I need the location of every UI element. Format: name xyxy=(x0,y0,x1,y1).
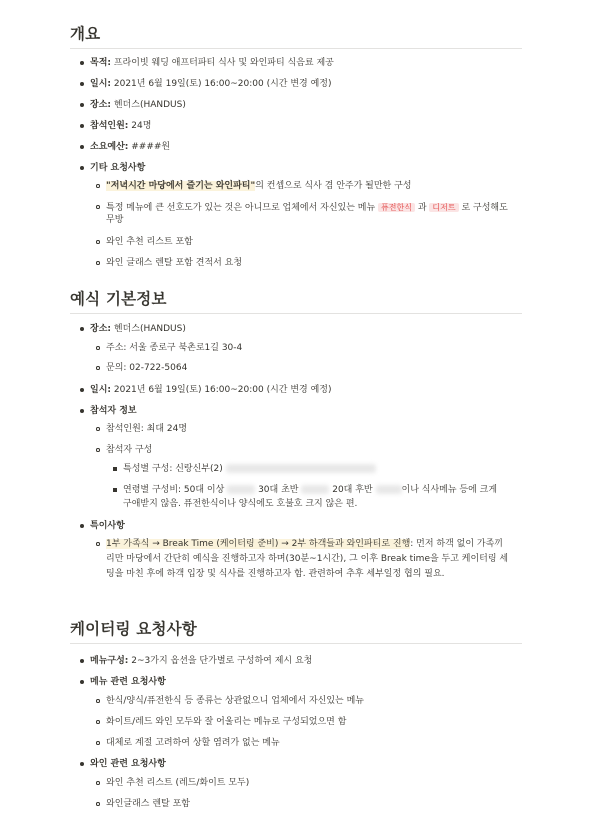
list-item-attendee-info: 참석자 정보 xyxy=(90,406,137,416)
list-item-schedule-cont: 팅을 마친 후에 하객 입장 및 식사를 진행하고자 함. 관련하여 추후 세부일정 협의 필요. xyxy=(106,569,445,579)
bullet-circle xyxy=(96,720,100,724)
section-title-ceremony-info: 예식 기본정보 xyxy=(70,290,167,308)
list-item-phone: 문의: 02-722-5064 xyxy=(106,363,188,373)
list-item-glass-rental: 와인 글래스 렌탈 포함 견적서 요청 xyxy=(106,258,243,268)
tag-dessert: 디저트 xyxy=(429,203,458,212)
list-item-venue: 장소: 헨더스(HANDUS) xyxy=(90,100,186,110)
section-divider xyxy=(70,643,522,644)
list-item-other-requests: 기타 요청사항 xyxy=(90,163,146,173)
bullet-dot xyxy=(80,103,84,107)
redacted-text xyxy=(376,485,402,494)
section-title-overview: 개요 xyxy=(70,25,101,43)
list-item-menu-pref: 특정 메뉴에 큰 선호도가 있는 것은 아니므로 업체에서 자신있는 메뉴 퓨전한식 과 디저트 로 구성해도 xyxy=(106,203,508,213)
list-item-date: 일시: 2021년 6월 19일(토) 16:00~20:00 (시간 변경 예정) xyxy=(90,385,332,395)
list-item-max-attendees: 참석인원: 최대 24명 xyxy=(106,424,188,434)
list-item-menu-requests: 메뉴 관련 요청사항 xyxy=(90,677,166,687)
list-item-menu-composition: 메뉴구성: 2~3가지 옵션을 단가별로 구성하여 제시 요청 xyxy=(90,656,313,666)
bullet-circle xyxy=(96,184,100,188)
list-item-address: 주소: 서울 종로구 북촌로1길 30-4 xyxy=(106,343,243,353)
bullet-dot xyxy=(80,327,84,331)
list-item-cuisine: 한식/양식/퓨전한식 등 종류는 상관없으니 업체에서 자신있는 메뉴 xyxy=(106,696,364,706)
bullet-dot xyxy=(80,659,84,663)
list-item-budget: 소요예산: ####원 xyxy=(90,142,171,152)
redacted-text xyxy=(301,485,329,494)
bullet-circle xyxy=(96,205,100,209)
list-item-date: 일시: 2021년 6월 19일(토) 16:00~20:00 (시간 변경 예정) xyxy=(90,79,332,89)
bullet-dot xyxy=(80,388,84,392)
bullet-circle xyxy=(96,542,100,546)
bullet-circle xyxy=(96,240,100,244)
section-divider xyxy=(70,313,522,314)
bullet-circle xyxy=(96,781,100,785)
list-item-by-age: 연령별 구성비: 50대 이상 30대 초반 20대 후반 이나 식사메뉴 등에 크게 xyxy=(123,485,498,495)
list-item-wine-pairing: 화이트/레드 와인 모두와 잘 어울리는 메뉴로 구성되었으면 함 xyxy=(106,717,347,727)
bullet-circle xyxy=(96,448,100,452)
list-item-purpose: 목적: 프라이빗 웨딩 애프터파티 식사 및 와인파티 식음료 제공 xyxy=(90,58,334,68)
bullet-dot xyxy=(80,166,84,170)
redacted-text xyxy=(227,485,255,494)
list-item-by-age-cont: 구애받지 않음. 퓨전한식이나 양식에도 호불호 크지 않은 편. xyxy=(123,499,358,509)
bullet-dot xyxy=(80,124,84,128)
tag-fusion-korean: 퓨전한식 xyxy=(378,203,415,212)
bullet-circle xyxy=(96,699,100,703)
bullet-circle xyxy=(96,802,100,806)
list-item-attendees: 참석인원: 24명 xyxy=(90,121,152,131)
bullet-dot xyxy=(80,145,84,149)
list-item-glass-rental: 와인글래스 렌탈 포함 xyxy=(106,799,190,809)
bullet-circle xyxy=(96,741,100,745)
list-item-concept: "저녁시간 마당에서 즐기는 와인파티"의 컨셉으로 식사 겸 안주가 될만한 구성 xyxy=(106,181,412,191)
bullet-square xyxy=(113,467,117,471)
list-item-season: 대체로 계절 고려하여 상할 염려가 없는 메뉴 xyxy=(106,738,280,748)
bullet-circle xyxy=(96,261,100,265)
list-item-schedule-cont: 리만 마당에서 간단히 예식을 진행하고자 하며(30분~1시간), 그 이후 Break time을 두고 케이터링 세 xyxy=(106,554,509,564)
list-item-by-type: 특성별 구성: 신랑신부(2) xyxy=(123,462,376,477)
list-item-wine-recommend: 와인 추천 리스트 (레드/화이트 모두) xyxy=(106,778,250,788)
list-item-composition: 참석자 구성 xyxy=(106,445,153,455)
list-item-venue: 장소: 헨더스(HANDUS) xyxy=(90,324,186,334)
bullet-circle xyxy=(96,366,100,370)
bullet-dot xyxy=(80,61,84,65)
bullet-circle xyxy=(96,427,100,431)
list-item-wine-requests: 와인 관련 요청사항 xyxy=(90,759,166,769)
section-title-catering: 케이터링 요청사항 xyxy=(70,620,197,638)
bullet-square xyxy=(113,488,117,492)
bullet-dot xyxy=(80,409,84,413)
section-divider xyxy=(70,48,522,49)
list-item-menu-pref-cont: 무방 xyxy=(106,215,124,225)
bullet-dot xyxy=(80,524,84,528)
list-item-wine-list: 와인 추천 리스트 포함 xyxy=(106,237,193,247)
bullet-dot xyxy=(80,762,84,766)
list-item-schedule: 1부 가족식 → Break Time (케이터링 준비) → 2부 하객들과 와인파티로 진행: 먼저 하객 없이 가족끼 xyxy=(106,539,503,549)
bullet-dot xyxy=(80,680,84,684)
bullet-dot xyxy=(80,82,84,86)
redacted-text xyxy=(226,464,376,473)
bullet-circle xyxy=(96,346,100,350)
list-item-special-notes: 특이사항 xyxy=(90,521,125,531)
